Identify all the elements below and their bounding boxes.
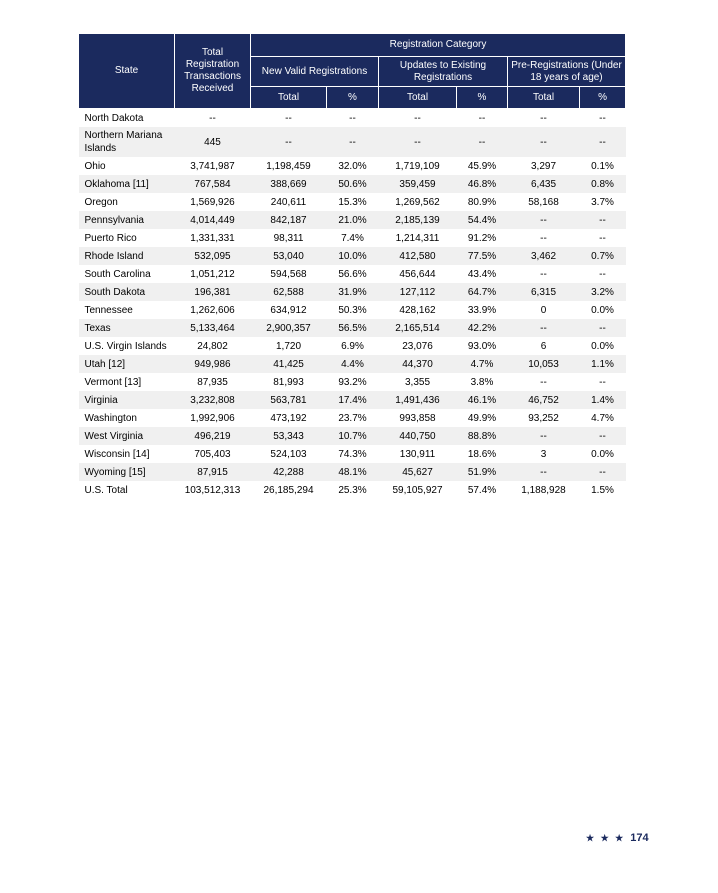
header-pre-pct: %: [580, 87, 626, 109]
value-cell: 50.6%: [327, 175, 379, 193]
value-cell: 456,644: [399, 268, 436, 280]
value-cell: 50.3%: [338, 304, 367, 316]
value-cell: 1.5%: [591, 484, 614, 496]
value-cell: --: [580, 427, 626, 445]
state-cell: Oklahoma [11]: [79, 175, 175, 193]
value-cell: --: [540, 232, 547, 244]
registration-table-container: [78, 33, 625, 499]
value-cell: 6: [540, 340, 547, 352]
table-row: [79, 109, 626, 128]
value-cell: 10.0%: [327, 247, 379, 265]
value-cell: 23.7%: [338, 412, 367, 424]
state-cell: Vermont [13]: [84, 376, 142, 388]
value-cell: 42,288: [251, 463, 327, 481]
state-cell: South Carolina: [84, 268, 151, 280]
value-cell: 4,014,449: [175, 211, 251, 229]
value-cell: 33.9%: [467, 304, 497, 316]
value-cell: 51.9%: [457, 463, 508, 481]
value-cell: --: [540, 376, 547, 388]
state-cell: U.S. Virgin Islands: [84, 340, 167, 352]
value-cell: 388,669: [251, 175, 327, 193]
value-cell: 1,262,606: [190, 304, 235, 316]
value-cell: 53,040: [251, 247, 327, 265]
value-cell: 45,627: [379, 463, 457, 481]
value-cell: 3,297: [530, 160, 557, 172]
value-cell: 23,076: [402, 340, 433, 352]
value-cell: 87,935: [197, 376, 228, 388]
value-cell: 445: [175, 127, 251, 157]
value-cell: 87,915: [175, 463, 251, 481]
stars-decoration: ★ ★ ★: [586, 833, 626, 843]
header-new-valid-total: Total: [251, 87, 327, 109]
value-cell: 93.2%: [338, 376, 367, 388]
value-cell: 3: [540, 448, 547, 460]
value-cell: 91.2%: [467, 232, 497, 244]
value-cell: --: [414, 112, 421, 124]
value-cell: 634,912: [270, 304, 307, 316]
table-row: [79, 229, 626, 247]
value-cell: 81,993: [273, 376, 304, 388]
value-cell: 196,381: [175, 283, 251, 301]
value-cell: 1,719,109: [395, 160, 440, 172]
state-cell: Wisconsin [14]: [84, 448, 150, 460]
value-cell: --: [580, 211, 626, 229]
value-cell: 53,343: [251, 427, 327, 445]
value-cell: 32.0%: [338, 160, 367, 172]
table-row: [79, 175, 626, 193]
table-row: [79, 445, 626, 463]
value-cell: --: [508, 427, 580, 445]
state-cell: Texas: [79, 319, 175, 337]
value-cell: 10,053: [508, 355, 580, 373]
value-cell: 1,331,331: [190, 232, 235, 244]
value-cell: 41,425: [251, 355, 327, 373]
table-row: [79, 265, 626, 283]
header-updates-pct: %: [457, 87, 508, 109]
value-cell: 0: [540, 304, 547, 316]
value-cell: 127,112: [379, 283, 457, 301]
header-updates: Updates to Existing Registrations: [379, 57, 508, 87]
page-number: 174: [630, 832, 649, 844]
state-cell: Wyoming [15]: [79, 463, 175, 481]
header-updates-total: Total: [379, 87, 457, 109]
value-cell: 98,311: [273, 232, 304, 244]
value-cell: 10.7%: [327, 427, 379, 445]
value-cell: 46,752: [508, 391, 580, 409]
value-cell: --: [251, 127, 327, 157]
value-cell: --: [599, 376, 606, 388]
state-cell: Oregon: [84, 196, 118, 208]
value-cell: 24,802: [197, 340, 228, 352]
value-cell: 5,133,464: [175, 319, 251, 337]
state-cell: Rhode Island: [79, 247, 175, 265]
state-cell: Pennsylvania: [79, 211, 175, 229]
value-cell: 56.5%: [327, 319, 379, 337]
table-row: [79, 373, 626, 391]
table-row: [79, 247, 626, 265]
value-cell: --: [478, 112, 486, 124]
table-row: [79, 301, 626, 319]
header-total-received: Total Registration Transactions Received: [175, 34, 251, 109]
state-cell: Ohio: [84, 160, 106, 172]
value-cell: 93,252: [528, 412, 559, 424]
header-pre-registrations: Pre-Registrations (Under 18 years of age): [508, 57, 626, 87]
value-cell: 1,214,311: [395, 232, 440, 244]
header-new-valid-pct: %: [327, 87, 379, 109]
value-cell: 2,900,357: [251, 319, 327, 337]
value-cell: 130,911: [399, 448, 436, 460]
value-cell: --: [580, 127, 626, 157]
value-cell: --: [599, 232, 606, 244]
value-cell: 563,781: [251, 391, 327, 409]
value-cell: 3,232,808: [175, 391, 251, 409]
value-cell: 3.8%: [470, 376, 494, 388]
value-cell: 21.0%: [327, 211, 379, 229]
value-cell: --: [508, 127, 580, 157]
value-cell: 524,103: [270, 448, 307, 460]
value-cell: 3,355: [404, 376, 431, 388]
state-cell: North Dakota: [84, 112, 144, 124]
value-cell: --: [580, 319, 626, 337]
value-cell: --: [540, 112, 547, 124]
value-cell: 594,568: [270, 268, 307, 280]
value-cell: 1,569,926: [190, 196, 235, 208]
value-cell: 46.8%: [457, 175, 508, 193]
table-row: [79, 409, 626, 427]
table-row: [79, 463, 626, 481]
value-cell: 1.4%: [580, 391, 626, 409]
value-cell: --: [508, 319, 580, 337]
value-cell: 6.9%: [341, 340, 364, 352]
value-cell: 7.4%: [341, 232, 364, 244]
value-cell: 0.8%: [580, 175, 626, 193]
value-cell: 59,105,927: [392, 484, 443, 496]
value-cell: 48.1%: [327, 463, 379, 481]
header-state: State: [79, 34, 175, 109]
value-cell: 3.7%: [591, 196, 614, 208]
value-cell: 62,588: [251, 283, 327, 301]
table-row: [79, 391, 626, 409]
value-cell: --: [540, 268, 547, 280]
value-cell: 17.4%: [327, 391, 379, 409]
value-cell: --: [580, 463, 626, 481]
value-cell: --: [508, 463, 580, 481]
value-cell: --: [599, 112, 606, 124]
value-cell: --: [508, 211, 580, 229]
state-cell: Virginia: [79, 391, 175, 409]
value-cell: 80.9%: [467, 196, 497, 208]
table-row: [79, 283, 626, 301]
value-cell: 4.4%: [327, 355, 379, 373]
table-row: [79, 481, 626, 499]
value-cell: --: [349, 112, 356, 124]
value-cell: 767,584: [175, 175, 251, 193]
value-cell: 1,198,459: [266, 160, 311, 172]
value-cell: 473,192: [270, 412, 307, 424]
value-cell: 532,095: [175, 247, 251, 265]
value-cell: 842,187: [251, 211, 327, 229]
value-cell: 4.7%: [591, 412, 614, 424]
table-row: [79, 355, 626, 373]
value-cell: 440,750: [379, 427, 457, 445]
value-cell: 3.2%: [580, 283, 626, 301]
value-cell: 26,185,294: [263, 484, 314, 496]
header-new-valid: New Valid Registrations: [251, 57, 379, 87]
value-cell: 1,051,212: [190, 268, 235, 280]
value-cell: 3,462: [508, 247, 580, 265]
value-cell: 1,269,562: [395, 196, 440, 208]
value-cell: 77.5%: [457, 247, 508, 265]
value-cell: 1.1%: [580, 355, 626, 373]
value-cell: 2,185,139: [379, 211, 457, 229]
value-cell: 3,741,987: [190, 160, 235, 172]
state-cell: Tennessee: [84, 304, 133, 316]
state-cell: South Dakota: [79, 283, 175, 301]
value-cell: 57.4%: [467, 484, 497, 496]
value-cell: 1,720: [275, 340, 302, 352]
table-header: [79, 34, 626, 109]
table-body: [79, 109, 626, 500]
value-cell: 54.4%: [457, 211, 508, 229]
value-cell: 0.7%: [580, 247, 626, 265]
value-cell: --: [457, 127, 508, 157]
table-row: [79, 427, 626, 445]
value-cell: 1,188,928: [521, 484, 566, 496]
value-cell: 46.1%: [457, 391, 508, 409]
value-cell: 993,858: [399, 412, 436, 424]
value-cell: --: [327, 127, 379, 157]
value-cell: 42.2%: [457, 319, 508, 337]
state-cell: Northern Mariana Islands: [79, 127, 175, 157]
value-cell: 25.3%: [338, 484, 367, 496]
value-cell: --: [379, 127, 457, 157]
value-cell: 58,168: [528, 196, 559, 208]
value-cell: 0.0%: [591, 340, 614, 352]
value-cell: 44,370: [379, 355, 457, 373]
value-cell: 705,403: [194, 448, 231, 460]
state-cell: U.S. Total: [84, 484, 128, 496]
value-cell: 4.7%: [457, 355, 508, 373]
table-row: [79, 157, 626, 175]
value-cell: 2,165,514: [379, 319, 457, 337]
value-cell: 6,435: [508, 175, 580, 193]
table-row: [79, 337, 626, 355]
value-cell: 1,992,906: [190, 412, 235, 424]
table-row: [79, 319, 626, 337]
value-cell: --: [285, 112, 292, 124]
state-cell: Washington: [84, 412, 137, 424]
value-cell: 0.0%: [591, 448, 614, 460]
value-cell: 428,162: [399, 304, 436, 316]
table-row: [79, 193, 626, 211]
value-cell: 103,512,313: [184, 484, 241, 496]
state-cell: Utah [12]: [79, 355, 175, 373]
value-cell: 1,491,436: [379, 391, 457, 409]
value-cell: 240,611: [270, 196, 307, 208]
value-cell: 0.0%: [591, 304, 614, 316]
registration-table: [78, 33, 626, 499]
value-cell: 43.4%: [467, 268, 497, 280]
value-cell: 88.8%: [457, 427, 508, 445]
value-cell: --: [209, 112, 216, 124]
header-pre-total: Total: [508, 87, 580, 109]
page-footer: [586, 832, 649, 844]
value-cell: 56.6%: [338, 268, 367, 280]
value-cell: --: [599, 268, 606, 280]
value-cell: 31.9%: [327, 283, 379, 301]
value-cell: 74.3%: [338, 448, 367, 460]
value-cell: 359,459: [379, 175, 457, 193]
value-cell: 412,580: [379, 247, 457, 265]
value-cell: 18.6%: [467, 448, 497, 460]
value-cell: 6,315: [508, 283, 580, 301]
value-cell: 15.3%: [338, 196, 367, 208]
table-row: [79, 211, 626, 229]
table-row: [79, 127, 626, 157]
header-registration-category: Registration Category: [251, 34, 626, 57]
value-cell: 64.7%: [457, 283, 508, 301]
value-cell: 496,219: [175, 427, 251, 445]
value-cell: 949,986: [175, 355, 251, 373]
value-cell: 45.9%: [467, 160, 497, 172]
value-cell: 49.9%: [467, 412, 497, 424]
value-cell: 93.0%: [467, 340, 497, 352]
state-cell: West Virginia: [79, 427, 175, 445]
state-cell: Puerto Rico: [84, 232, 137, 244]
value-cell: 0.1%: [591, 160, 614, 172]
